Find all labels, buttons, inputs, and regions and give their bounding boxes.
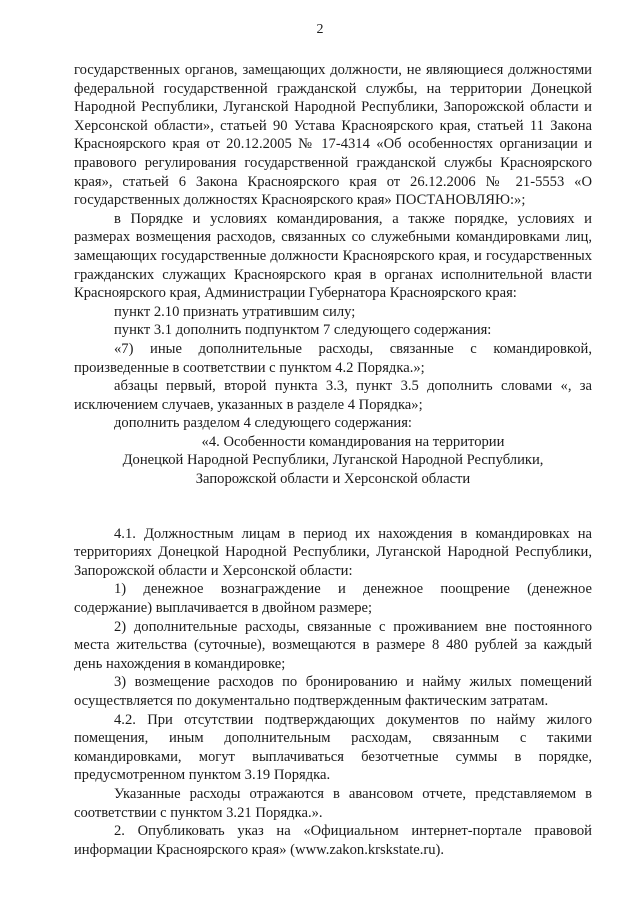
section-heading-line-2: Донецкой Народной Республики, Луганской Народной Республики, bbox=[122, 452, 544, 469]
section-item-4-1: 4.1. Должностным лицам в период их нахождения в командировках на территориях Донецкой Народной Республики, Луганской Народной Республики, Запорожской области и Херсонской области: bbox=[74, 525, 592, 579]
page-number: 2 bbox=[316, 22, 324, 37]
section-item-4-2: 4.2. При отсутствии подтверждающих документов по найму жилого помещения, иным дополнительным расходам, связанным с такими командировками, могут выплачиваться безотчетные суммы в порядке, предусмотренном пунктом 3.19 Порядка. bbox=[74, 711, 592, 784]
section-item-4-2-report: Указанные расходы отражаются в авансовом отчете, представляемом в соответствии с пунктом 3.21 Порядка.». bbox=[74, 785, 592, 821]
document-body bbox=[74, 61, 592, 859]
section-heading-line-1: «4. Особенности командирования на территории bbox=[201, 433, 505, 450]
preamble-continuation: государственных органов, замещающих должности, не являющиеся должностями федеральной государственной гражданской службы, на территории Донецкой Народной Республики, Луганской Народной Республики, Запорожской области и Херсонской области», статьей 90 Устава Красноярского края, статьей 11 Закона Красноярского края от 20.12.2005 № 17-4314 «Об особенностях организации и правового регулирования государственной гражданской службы Красноярского края», статьей 6 Закона Красноярского края от 26.12.2006 № 21-5553 «О государственных должностях Красноярского края» ПОСТАНОВЛЯЮ:»; bbox=[74, 62, 592, 209]
section-heading bbox=[74, 433, 592, 489]
amendment-item-2-10: пункт 2.10 признать утратившим силу; bbox=[114, 303, 356, 320]
amendment-subitem-7: «7) иные дополнительные расходы, связанные с командировкой, произведенные в соответствии с пунктом 4.2 Порядка.»; bbox=[74, 340, 592, 376]
section-item-4-1-3: 3) возмещение расходов по бронированию и найму жилых помещений осуществляется по документально подтвержденным фактическим затратам. bbox=[74, 674, 592, 709]
section-item-4-1-1: 1) денежное вознаграждение и денежное поощрение (денежное содержание) выплачивается в двойном размере; bbox=[74, 581, 592, 617]
section-spacer bbox=[74, 507, 592, 525]
publication-clause: 2. Опубликовать указ на «Официальном интернет-портале правовой информации Красноярского края» (www.zakon.krskstate.ru). bbox=[74, 823, 592, 858]
amendment-item-3-1: пункт 3.1 дополнить подпунктом 7 следующего содержания: bbox=[114, 322, 492, 339]
section-heading-line-3: Запорожской области и Херсонской области bbox=[195, 471, 471, 488]
amendment-section-4-intro: дополнить разделом 4 следующего содержания: bbox=[114, 415, 412, 432]
amendment-intro: в Порядке и условиях командирования, а также порядке, условиях и размерах возмещения расходов, связанных со служебными командировками лиц, замещающих государственные должности Красноярского края, и государственных гражданских служащих Красноярского края в органах исполнительной власти Красноярского края, Администрации Губернатора Красноярского края: bbox=[74, 210, 592, 302]
section-item-4-1-2: 2) дополнительные расходы, связанные с проживанием вне постоянного места жительства (суточные), возмещаются в размере 8 480 рублей за каждый день нахождения в командировке; bbox=[74, 618, 592, 672]
amendment-item-3-3-3-5: абзацы первый, второй пункта 3.3, пункт 3.5 дополнить словами «, за исключением случаев, указанных в разделе 4 Порядка»; bbox=[74, 378, 592, 413]
